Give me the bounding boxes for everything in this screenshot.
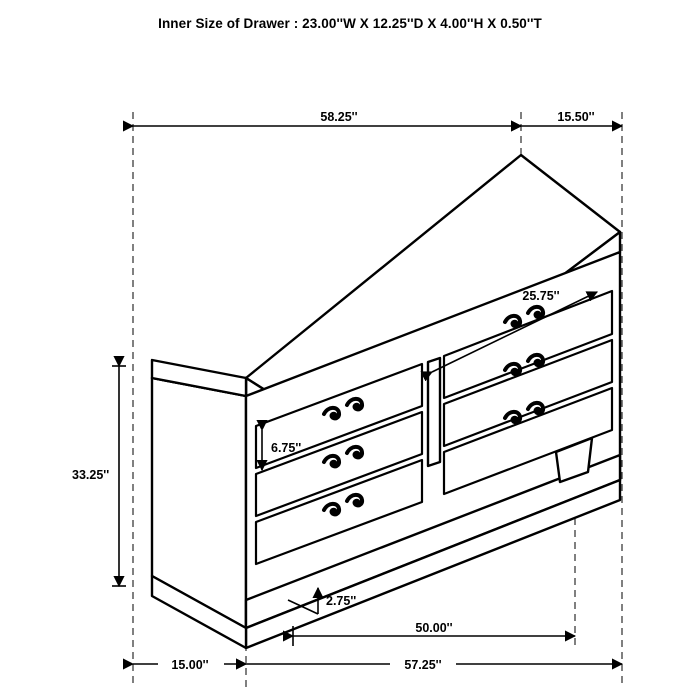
label-side-depth: 15.00'' [171, 658, 209, 672]
label-diagonal-drawer: 25.75'' [522, 289, 560, 303]
label-overall-height: 33.25'' [72, 468, 110, 482]
label-drawer-height: 6.75'' [271, 441, 302, 455]
label-base-inner-width: 50.00'' [415, 621, 453, 635]
label-base-height: 2.75'' [326, 594, 357, 608]
label-top-width: 58.25'' [320, 110, 358, 124]
page-title: Inner Size of Drawer : 23.00''W X 12.25''D X 4.00''H X 0.50''T [158, 16, 542, 31]
label-bottom-width: 57.25'' [404, 658, 442, 672]
label-top-depth: 15.50'' [557, 110, 595, 124]
dresser-center-divider [428, 358, 440, 466]
